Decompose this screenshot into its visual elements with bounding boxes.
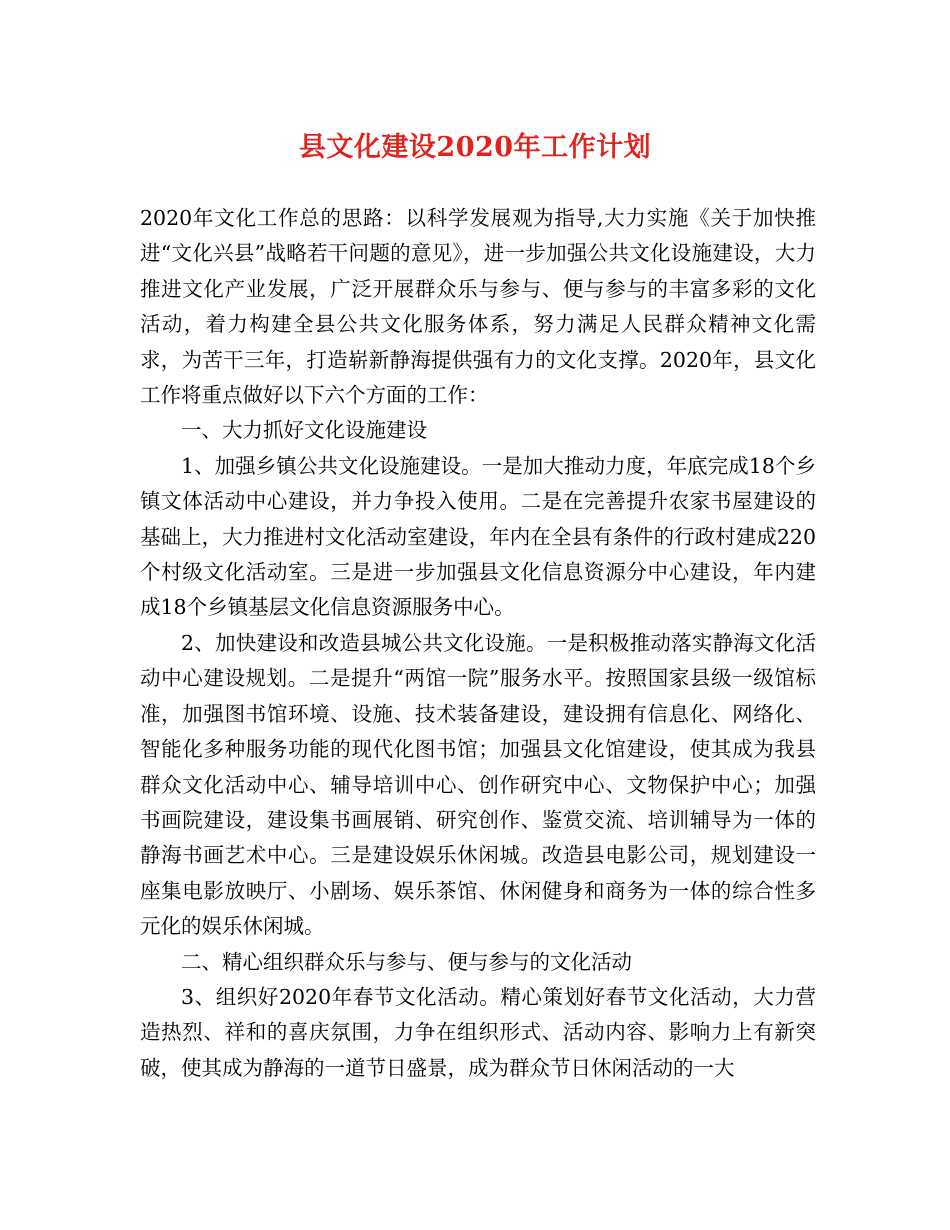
paragraph-item-1: 1、加强乡镇公共文化设施建设。一是加大推动力度，年底完成18个乡镇文体活动中心建设，并力争投入使用。二是在完善提升农家书屋建设的基础上，大力推进村文化活动室建设，年内在全县有条件的行政村建成220个村级文化活动室。三是进一步加强县文化信息资源分中心建设，年内建成18个乡镇基层文化信息资源服务中心。 [140,453,816,620]
paragraph-item-3: 3、组织好2020年春节文化活动。精心策划好春节文化活动，大力营造热烈、祥和的喜庆氛围，力争在组织形式、活动内容、影响力上有新突破，使其成为静海的一道节日盛景，成为群众节日休闲活动的一大 [140,984,816,1080]
document-body [140,201,816,1086]
section-heading-2: 二、精心组织群众乐与参与、便与参与的文化活动 [181,949,632,974]
paragraph-intro: 2020年文化工作总的思路：以科学发展观为指导,大力实施《关于加快推进“文化兴县”战略若干问题的意见》，进一步加强公共文化设施建设，大力推进文化产业发展，广泛开展群众乐与参与、便与参与的丰富多彩的文化活动，着力构建全县公共文化服务体系，努力满足人民群众精神文化需求，为苦干三年，打造崭新静海提供强有力的文化支撑。2020年，县文化工作将重点做好以下六个方面的工作： [140,206,816,408]
section-heading-1: 一、大力抓好文化设施建设 [181,418,427,443]
paragraph-item-2: 2、加快建设和改造县城公共文化设施。一是积极推动落实静海文化活动中心建设规划。二是提升“两馆一院”服务水平。按照国家县级一级馆标准，加强图书馆环境、设施、技术装备建设，建设拥有信息化、网络化、智能化多种服务功能的现代化图书馆；加强县文化馆建设，使其成为我县群众文化活动中心、辅导培训中心、创作研究中心、文物保护中心；加强书画院建设，建设集书画展销、研究创作、鉴赏交流、培训辅导为一体的静海书画艺术中心。三是建设娱乐休闲城。改造县电影公司，规划建设一座集电影放映厅、小剧场、娱乐茶馆、休闲健身和商务为一体的综合性多元化的娱乐休闲城。 [140,630,816,939]
document-title: 县文化建设2020年工作计划 [298,132,652,163]
